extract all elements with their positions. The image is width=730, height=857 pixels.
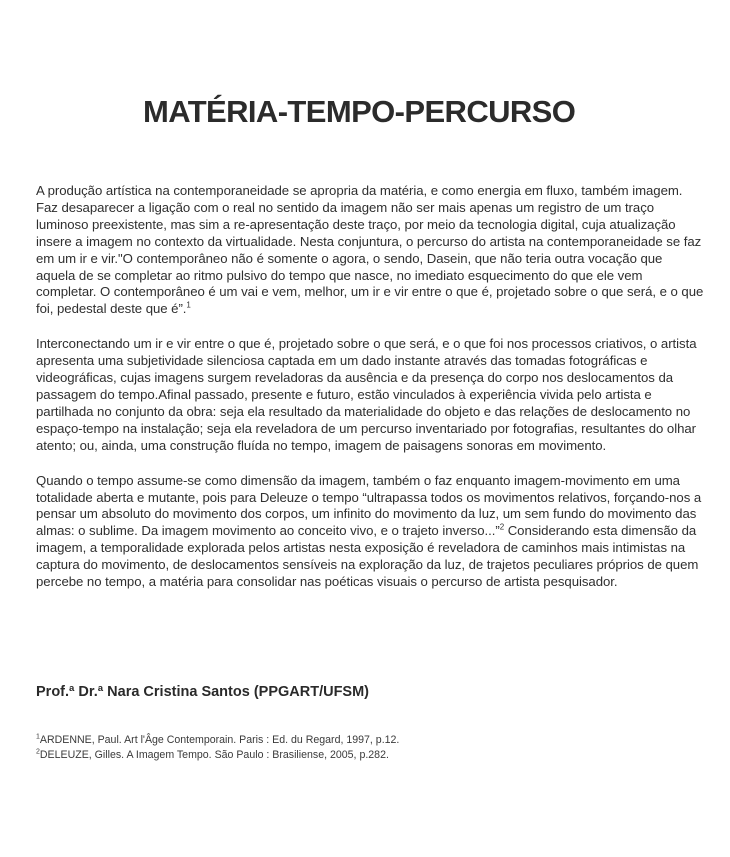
page-title: MATÉRIA-TEMPO-PERCURSO: [143, 94, 576, 129]
footnote-text: DELEUZE, Gilles. A Imagem Tempo. São Paulo : Brasiliense, 2005, p.282.: [39, 749, 389, 761]
paragraph-text: Quando o tempo assume-se como dimensão da imagem, também o faz enquanto imagem-movimento em uma totalidade aberta e mutante, pois para Deleuze o tempo “ultrapassa todos os movimentos relativos, forçando-nos a pensar um absoluto do movimento dos corpos, um infinito do movimento da luz, um sem fundo do movimento das almas: o sublime. Da imagem movimento ao conceito vivo, e o trajeto inverso...”: [36, 472, 702, 539]
paragraph-text: Interconectando um ir e vir entre o que é, projetado sobre o que será, e o que foi nos processos criativos, o artista apresenta uma subjetividade silenciosa captada em um dado instante através das tomadas fotográficas e videográficas, cujas imagens surgem reveladoras da ausência e da presença do corpo nos deslocamentos da passagem do tempo.Afinal passado, presente e futuro, estão vinculados à experiência vivida pelo artista e partilhada no conjunto da obra: seja ela resultado da materialidade do objeto e das relações de deslocamento no espaço-tempo na instalação; seja ela reveladora de um percurso inventariado por fotografias, resultantes do olhar atento; ou, ainda, uma construção fluída no tempo, imagem de paisagens sonoras em movimento.: [36, 336, 697, 453]
footnotes: [36, 733, 399, 763]
footnote-ref-1: 1: [186, 300, 191, 310]
paragraph-text: A produção artística na contemporaneidade se apropria da matéria, e como energia em fluxo, também imagem. Faz desaparecer a ligação com o real no sentido da imagem não ser mais apenas um registro de um traço luminoso preexistente, mas sim a re-apresentação deste traço, por meio da tecnologia digital, cuja atualização insere a imagem no contexto da virtualidade. Nesta conjuntura, o percurso do artista na contemporaneidade se faz em um ir e vir."O contemporâneo não é somente o agora, o sendo, Dasein, que não teria outra vocação que aquela de se completar ao ritmo pulsivo do tempo que nasce, no imediato esquecimento do que ele vem completar. O contemporâneo é um vai e vem, melhor, um ir e vir entre o que é, projetado sobre o que será, e o que foi, pedestal deste que é”.: [36, 183, 704, 317]
footnote-2: [36, 748, 399, 763]
footnote-text: ARDENNE, Paul. Art l'Âge Contemporain. Paris : Ed. du Regard, 1997, p.12.: [39, 734, 400, 746]
paragraph-2: [36, 336, 704, 454]
footnote-ref-2: 2: [499, 522, 505, 532]
essay-body: [36, 183, 704, 591]
footnote-number: 1: [36, 733, 40, 741]
author-signature: Prof.ª Dr.ª Nara Cristina Santos (PPGART/UFSM): [36, 684, 370, 700]
footnote-1: [36, 733, 399, 748]
footnote-number: 2: [36, 748, 40, 756]
paragraph-text-after: Considerando esta dimensão da imagem, a temporalidade explorada pelos artistas nesta exposição é reveladora de caminhos mais intimistas na captura do movimento, de deslocamentos sensíveis na exploração da luz, de trajetos peculiares próprios de quem percebe no tempo, a matéria para consolidar nas poéticas visuais o percurso de artista pesquisador.: [36, 523, 699, 590]
paragraph-1: [36, 183, 704, 318]
paragraph-3: [36, 473, 704, 591]
